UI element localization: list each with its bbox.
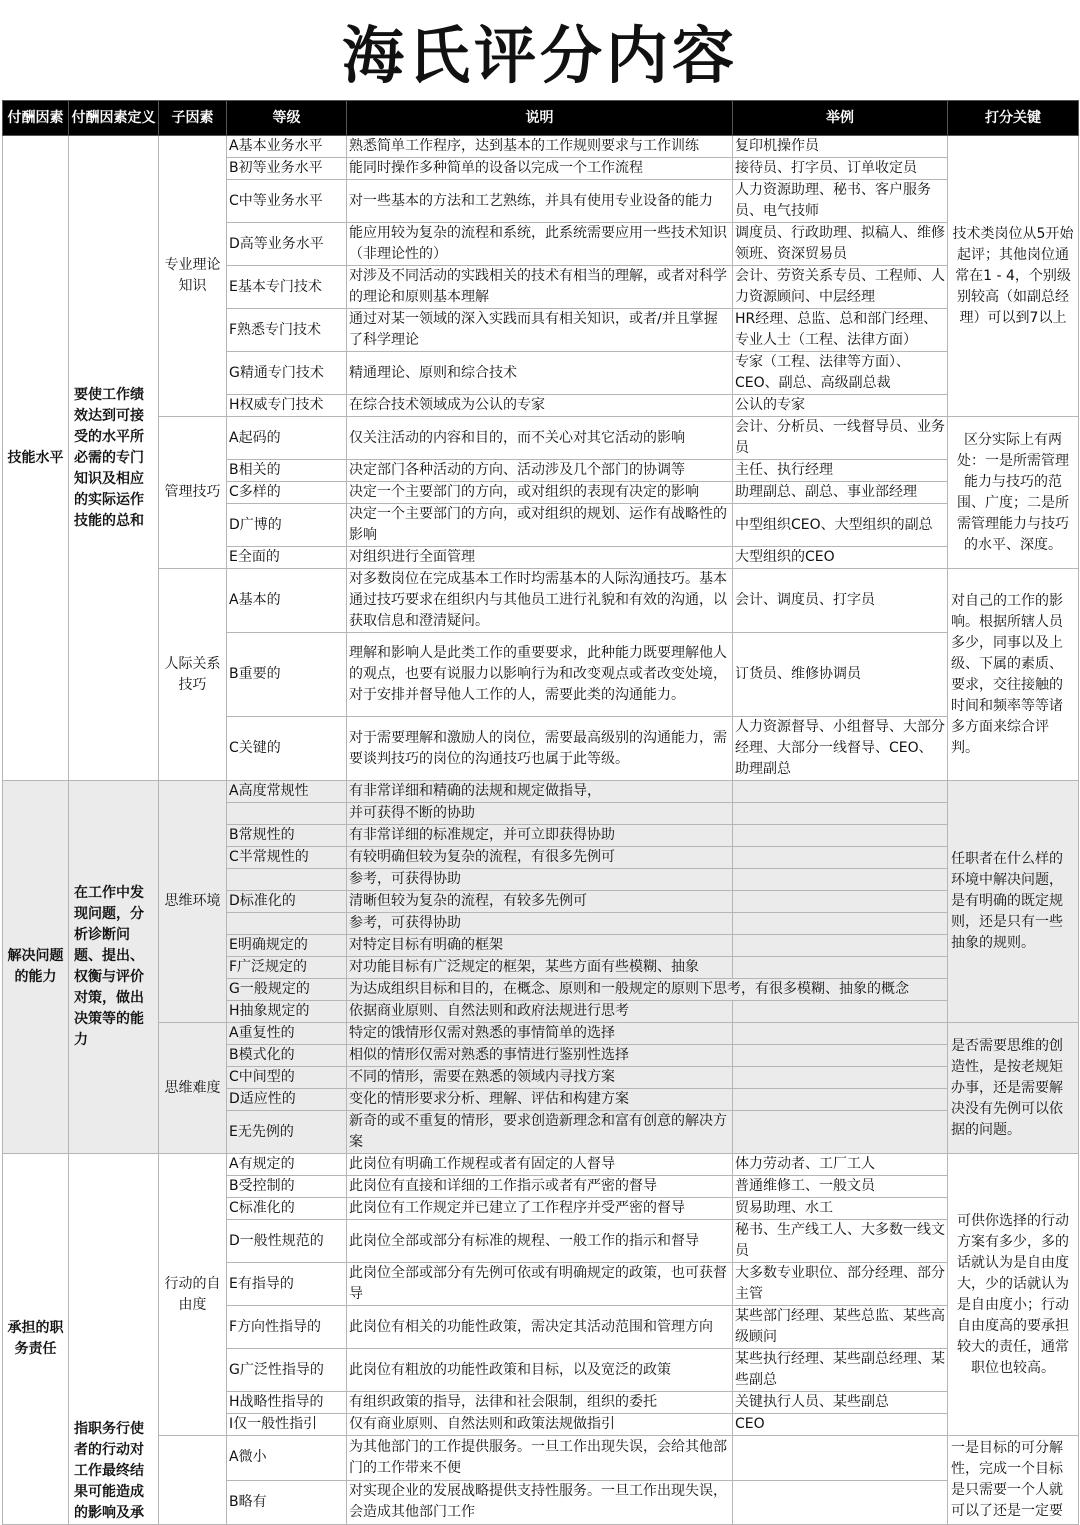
example-cell: 贸易助理、水工 [733,1198,948,1220]
level-cell: C多样的 [227,482,347,504]
scoring-key: 是否需要思维的创造性，是按老规矩办事，还是需要解决没有先例可以依据的问题。 [948,1023,1079,1154]
example-cell: 大多数专业职位、部分经理、部分主管 [733,1263,948,1306]
example-cell [733,1111,948,1154]
subfactor-name: 人际关系技巧 [159,569,227,781]
example-cell: 调度员、行政助理、拟稿人、维修领班、资深贸易员 [733,223,948,266]
example-cell: 复印机操作员 [733,136,948,158]
page-title: 海氏评分内容 [341,18,738,92]
table-row [3,417,1079,460]
example-cell [733,891,948,913]
level-cell: A起码的 [227,417,347,460]
level-cell: A有规定的 [227,1154,347,1176]
scoring-key: 任职者在什么样的环境中解决问题，是有明确的既定规则，还是只有一些抽象的规则。 [948,781,1079,1023]
description-cell: 熟悉简单工作程序，达到基本的工作规则要求与工作训练 [347,136,733,158]
description-cell: 此岗位全部或部分有标准的规程、一般工作的指示和督导 [347,1220,733,1263]
level-cell: C关键的 [227,717,347,781]
subfactor-name: 行动的自由度 [159,1154,227,1436]
scoring-key: 可供你选择的行动方案有多少，多的话就认为是自由度大，少的话就认为是自由度小；行动自由度高的要承担较大的责任，通常职位也较高。 [948,1154,1079,1436]
example-cell [733,803,948,825]
example-cell [733,935,948,957]
example-cell: 专家（工程、法律等方面）、CEO、副总、高级副总裁 [733,352,948,395]
level-cell: D适应性的 [227,1089,347,1111]
description-cell: 决定部门各种活动的方向、活动涉及几个部门的协调等 [347,460,733,482]
table-row [3,1154,1079,1176]
description-cell: 精通理论、原则和综合技术 [347,352,733,395]
example-cell: 秘书、生产线工人、大多数一线文员 [733,1220,948,1263]
header-row [3,101,1079,136]
level-cell [227,869,347,891]
factor-definition: 要使工作绩效达到可接受的水平所必需的专门知识及相应的实际运作技能的总和 [69,136,159,781]
description-cell: 为达成组织目标和目的，在概念、原则和一般规定的原则下思考，有很多模糊、抽象的概念 [347,979,948,1001]
header-key: 打分关键 [948,101,1079,136]
description-cell: 对涉及不同活动的实践相关的技术有相当的理解，或者对科学的理论和原则基本理解 [347,266,733,309]
level-cell: B略有 [227,1480,347,1525]
level-cell: D高等业务水平 [227,223,347,266]
description-cell: 相似的情形仅需对熟悉的事情进行鉴别性选择 [347,1045,733,1067]
description-cell: 能同时操作多种简单的设备以完成一个工作流程 [347,158,733,180]
example-cell [733,1436,948,1481]
level-cell: E无先例的 [227,1111,347,1154]
header-subfactor: 子因素 [159,101,227,136]
example-cell: 订货员、维修协调员 [733,633,948,717]
description-cell: 此岗位有粗放的功能性政策和目标，以及宽泛的政策 [347,1349,733,1392]
level-cell: E有指导的 [227,1263,347,1306]
level-cell: B相关的 [227,460,347,482]
example-cell: 体力劳动者、工厂工人 [733,1154,948,1176]
hay-evaluation-table [2,100,1079,1525]
example-cell [733,869,948,891]
table-row [3,1023,1079,1045]
example-cell [733,1001,948,1023]
factor-definition: 在工作中发现问题，分析诊断问题、提出、权衡与评价对策，做出决策等的能力 [69,781,159,1154]
example-cell [733,1067,948,1089]
level-cell: E全面的 [227,547,347,569]
scoring-key: 区分实际上有两处：一是所需管理能力与技巧的范围、广度；二是所需管理能力与技巧的水平、深度。 [948,417,1079,569]
description-cell: 对组织进行全面管理 [347,547,733,569]
example-cell: CEO [733,1414,948,1436]
level-cell: F广泛规定的 [227,957,347,979]
level-cell: I仅一般性指引 [227,1414,347,1436]
level-cell: H抽象规定的 [227,1001,347,1023]
description-cell: 依据商业原则、自然法则和政府法规进行思考 [347,1001,733,1023]
description-cell: 有组织政策的指导，法律和社会限制，组织的委托 [347,1392,733,1414]
example-cell: 人力资源助理、秘书、客户服务员、电气技师 [733,180,948,223]
example-cell: 大型组织的CEO [733,547,948,569]
subfactor-name: 专业理论知识 [159,136,227,417]
description-cell: 对实现企业的发展战略提供支持性服务。一旦工作出现失误，会造成其他部门工作 [347,1480,733,1525]
example-cell: 中型组织CEO、大型组织的副总 [733,504,948,547]
description-cell: 此岗位有相关的功能性政策，需决定其活动范围和管理方向 [347,1306,733,1349]
example-cell [733,825,948,847]
example-cell: 会计、劳资关系专员、工程师、人力资源顾问、中层经理 [733,266,948,309]
example-cell: 普通维修工、一般文员 [733,1176,948,1198]
description-cell: 有非常详细和精确的法规和规定做指导， [347,781,733,803]
table-row [3,1436,1079,1481]
example-cell [733,781,948,803]
level-cell: A基本业务水平 [227,136,347,158]
level-cell: F方向性指导的 [227,1306,347,1349]
description-cell: 有非常详细的标准规定，并可立即获得协助 [347,825,733,847]
level-cell: D标准化的 [227,891,347,913]
header-level: 等级 [227,101,347,136]
level-cell: G一般规定的 [227,979,347,1001]
factor-name: 技能水平 [3,136,69,781]
level-cell: H权威专门技术 [227,395,347,417]
example-cell: HR经理、总监、总和部门经理、专业人士（工程、法律方面） [733,309,948,352]
example-cell: 会计、分析员、一线督导员、业务员 [733,417,948,460]
description-cell: 通过对某一领域的深入实践而具有相关知识，或者/并且掌握了科学理论 [347,309,733,352]
header-description: 说明 [347,101,733,136]
description-cell: 此岗位有工作规定并已建立了工作程序并受严密的督导 [347,1198,733,1220]
example-cell [733,913,948,935]
description-cell: 新奇的或不重复的情形，要求创造新理念和富有创意的解决方案 [347,1111,733,1154]
description-cell: 变化的情形要求分析、理解、评估和构建方案 [347,1089,733,1111]
subfactor-name: 管理技巧 [159,417,227,569]
level-cell: D一般性规范的 [227,1220,347,1263]
level-cell [227,913,347,935]
level-cell: A高度常规性 [227,781,347,803]
scoring-key: 对自己的工作的影响。根据所辖人员多少，同事以及上级、下属的素质、要求，交往接触的时间和频率等等诸多方面来综合评判。 [948,569,1079,781]
level-cell: E明确规定的 [227,935,347,957]
level-cell: F熟悉专门技术 [227,309,347,352]
description-cell: 对多数岗位在完成基本工作时均需基本的人际沟通技巧。基本通过技巧要求在组织内与其他员工进行礼貌和有效的沟通，以获取信息和澄清疑问。 [347,569,733,633]
level-cell: A重复性的 [227,1023,347,1045]
level-cell: B重要的 [227,633,347,717]
description-cell: 此岗位有直接和详细的工作指示或者有严密的督导 [347,1176,733,1198]
description-cell: 此岗位有明确工作规程或者有固定的人督导 [347,1154,733,1176]
example-cell: 某些部门经理、某些总监、某些高级顾问 [733,1306,948,1349]
example-cell [733,1089,948,1111]
subfactor-name: 思维难度 [159,1023,227,1154]
level-cell: G精通专门技术 [227,352,347,395]
table-row [3,781,1079,803]
example-cell [733,1023,948,1045]
level-cell: H战略性指导的 [227,1392,347,1414]
description-cell: 清晰但较为复杂的流程，有较多先例可 [347,891,733,913]
description-cell: 理解和影响人是此类工作的重要要求，此种能力既要理解他人的观点，也要有说服力以影响行为和改变观点或者改变处境，对于安排并督导他人工作的人，需要此类的沟通能力。 [347,633,733,717]
example-cell [733,1480,948,1525]
level-cell: C中等业务水平 [227,180,347,223]
level-cell: C半常规性的 [227,847,347,869]
description-cell: 不同的情形，需要在熟悉的领域内寻找方案 [347,1067,733,1089]
level-cell: C中间型的 [227,1067,347,1089]
example-cell [733,957,948,979]
description-cell: 对特定目标有明确的框架 [347,935,733,957]
description-cell: 参考，可获得协助 [347,913,733,935]
header-example: 举例 [733,101,948,136]
description-cell: 为其他部门的工作提供服务。一旦工作出现失误，会给其他部门的工作带来不便 [347,1436,733,1481]
example-cell: 接待员、打字员、订单收定员 [733,158,948,180]
level-cell: B初等业务水平 [227,158,347,180]
level-cell: A基本的 [227,569,347,633]
example-cell: 某些执行经理、某些副总经理、某些副总 [733,1349,948,1392]
level-cell: D广博的 [227,504,347,547]
scoring-key: 一是目标的可分解性，完成一个目标是只需要一个人就可以了还是一定要 [948,1436,1079,1525]
description-cell: 参考，可获得协助 [347,869,733,891]
level-cell: G广泛性指导的 [227,1349,347,1392]
level-cell: A微小 [227,1436,347,1481]
factor-definition: 指职务行使者的行动对工作最终结果可能造成的影响及承 [69,1154,159,1525]
header-factor: 付酬因素 [3,101,69,136]
example-cell [733,847,948,869]
description-cell: 能应用较为复杂的流程和系统，此系统需要应用一些技术知识（非理论性的） [347,223,733,266]
example-cell: 关键执行人员、某些副总 [733,1392,948,1414]
example-cell [733,1045,948,1067]
level-cell: E基本专门技术 [227,266,347,309]
description-cell: 特定的饿情形仅需对熟悉的事情简单的选择 [347,1023,733,1045]
subfactor-name [159,1436,227,1525]
description-cell: 决定一个主要部门的方向，或对组织的表现有决定的影响 [347,482,733,504]
subfactor-name: 思维环境 [159,781,227,1023]
level-cell: B模式化的 [227,1045,347,1067]
description-cell: 对功能目标有广泛规定的框架，某些方面有些模糊、抽象 [347,957,733,979]
header-definition: 付酬因素定义 [69,101,159,136]
description-cell: 并可获得不断的协助 [347,803,733,825]
scoring-key: 技术类岗位从5开始起评；其他岗位通常在1 - 4，个别级别较高（如副总经理）可以到7以上 [948,136,1079,417]
level-cell: C标准化的 [227,1198,347,1220]
factor-name: 解决问题的能力 [3,781,69,1154]
example-cell: 助理副总、副总、事业部经理 [733,482,948,504]
example-cell: 主任、执行经理 [733,460,948,482]
description-cell: 对一些基本的方法和工艺熟练，并具有使用专业设备的能力 [347,180,733,223]
level-cell: B受控制的 [227,1176,347,1198]
description-cell: 此岗位全部或部分有先例可依或有明确规定的政策，也可获督导 [347,1263,733,1306]
level-cell [227,803,347,825]
example-cell: 公认的专家 [733,395,948,417]
factor-name: 承担的职务责任 [3,1154,69,1525]
level-cell: B常规性的 [227,825,347,847]
example-cell: 会计、调度员、打字员 [733,569,948,633]
description-cell: 有较明确但较为复杂的流程，有很多先例可 [347,847,733,869]
description-cell: 决定一个主要部门的方向，或对组织的规划、运作有战略性的影响 [347,504,733,547]
description-cell: 对于需要理解和激励人的岗位，需要最高级别的沟通能力，需要谈判技巧的岗位的沟通技巧也属于此等级。 [347,717,733,781]
table-row [3,136,1079,158]
description-cell: 仅关注活动的内容和目的，而不关心对其它活动的影响 [347,417,733,460]
table-row [3,569,1079,633]
example-cell: 人力资源督导、小组督导、大部分经理、大部分一线督导、CEO、助理副总 [733,717,948,781]
description-cell: 仅有商业原则、自然法则和政策法规做指引 [347,1414,733,1436]
description-cell: 在综合技术领域成为公认的专家 [347,395,733,417]
